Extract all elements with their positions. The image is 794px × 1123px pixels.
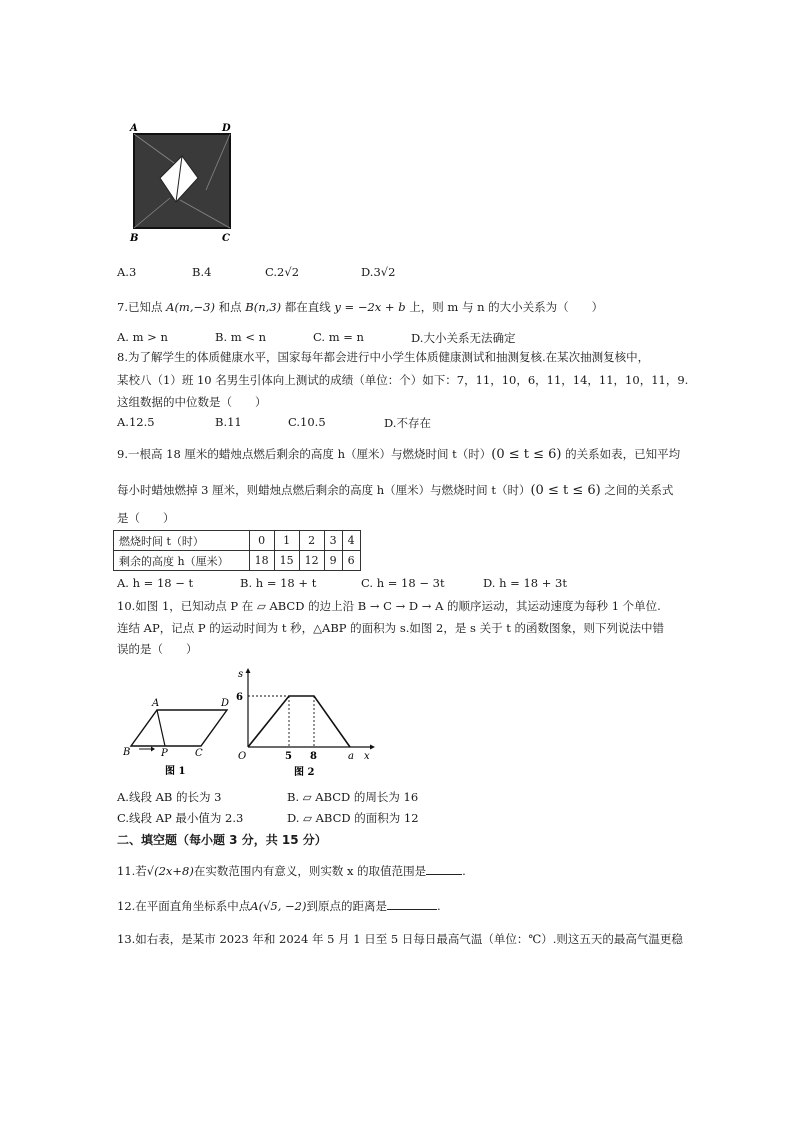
table-cell: 1	[274, 531, 299, 551]
fig2-label-s: s	[238, 669, 244, 680]
fig2-label-x: x	[364, 751, 370, 762]
q9-option-b[interactable]: B. h = 18 + t	[240, 576, 317, 590]
square-label-c: C	[222, 233, 230, 244]
q7-mid2: 都在直线	[281, 300, 335, 314]
fig1-label-d: D	[221, 698, 230, 709]
table-cell: 12	[299, 551, 324, 571]
q9-range-1: (0 ≤ t ≤ 6)	[491, 447, 562, 462]
q7-option-c[interactable]: C. m = n	[313, 330, 364, 344]
q12-stem	[117, 897, 441, 915]
q8-option-b[interactable]: B.11	[215, 415, 242, 429]
table-cell: 6	[342, 551, 360, 571]
table-cell: 15	[274, 551, 299, 571]
fig1-label-b: B	[123, 747, 131, 758]
q10-option-c[interactable]: C.线段 AP 最小值为 2.3	[117, 811, 244, 825]
q6-option-b[interactable]: B.4	[192, 265, 212, 279]
q10-option-a[interactable]: A.线段 AB 的长为 3	[117, 790, 222, 804]
fig2-label-o: O	[238, 751, 247, 762]
fig2-label-a: a	[348, 751, 354, 762]
q12-point: A(√5, −2)	[250, 899, 307, 913]
fig1-caption: 图 1	[165, 766, 186, 777]
table-cell: 0	[249, 531, 274, 551]
table-row	[114, 551, 361, 571]
q8-option-d[interactable]: D.不存在	[384, 416, 431, 430]
section-title: 二、填空题（每小题 3 分，共 15 分）	[117, 833, 327, 847]
q10-option-b[interactable]: B. ▱ ABCD 的周长为 16	[287, 790, 419, 804]
square-figure	[120, 120, 240, 246]
q11-expr: √(2x+8)	[146, 864, 194, 878]
fig2-label-five: 5	[285, 751, 292, 762]
q9-line-3: 是（ ）	[117, 511, 175, 525]
fig1-label-c: C	[195, 748, 203, 759]
q10-line-3: 误的是（ ）	[117, 642, 198, 656]
table-header-time: 燃烧时间 t（时）	[114, 531, 250, 551]
q9-range-2: (0 ≤ t ≤ 6)	[530, 483, 601, 498]
q12-answer-blank[interactable]	[387, 897, 437, 910]
table-cell: 3	[324, 531, 342, 551]
q9-line-1	[117, 445, 680, 464]
fig2-label-six: 6	[236, 692, 243, 703]
table-row	[114, 531, 361, 551]
q7-point-a: A(m,−3)	[166, 300, 215, 314]
q12-suffix: 到原点的距离是	[306, 899, 387, 913]
q6-option-c[interactable]: C.2√2	[265, 265, 300, 279]
q12-prefix: 12.在平面直角坐标系中点	[117, 899, 251, 913]
q7-line: y = −2x + b	[334, 300, 406, 314]
table-cell: 18	[249, 551, 274, 571]
q9-line2-a: 每小时蜡烛燃掉 3 厘米，则蜡烛点燃后剩余的高度 h（厘米）与燃烧时间 t（时）	[117, 483, 531, 497]
fig2-caption: 图 2	[294, 767, 315, 778]
table-cell: 9	[324, 551, 342, 571]
q6-option-d[interactable]: D.3√2	[361, 265, 396, 279]
q9-option-d[interactable]: D. h = 18 + 3t	[483, 576, 567, 590]
q7-stem	[117, 298, 603, 316]
q8-line-2: 某校八（1）班 10 名男生引体向上测试的成绩（单位：个）如下：7，11，10，6，11，14，11，10，11，9.	[117, 373, 689, 387]
q10-line-1: 10.如图 1，已知动点 P 在 ▱ ABCD 的边上沿 B → C → D → A 的顺序运动，其运动速度为每秒 1 个单位.	[117, 599, 661, 613]
q11-suffix: 在实数范围内有意义，则实数 x 的取值范围是	[193, 864, 427, 878]
q7-option-d[interactable]: D.大小关系无法确定	[411, 331, 516, 345]
q7-point-b: B(n,3)	[245, 300, 282, 314]
square-label-d: D	[222, 123, 231, 134]
q9-line2-b: 之间的关系式	[600, 483, 674, 497]
q7-suffix: 上，则 m 与 n 的大小关系为（ ）	[405, 300, 604, 314]
q9-table	[113, 530, 361, 571]
q9-line1-a: 9.一根高 18 厘米的蜡烛点燃后剩余的高度 h（厘米）与燃烧时间 t（时）	[117, 447, 492, 461]
q8-line-1: 8.为了解学生的体质健康水平，国家每年都会进行中小学生体质健康测试和抽测复核.在某次抽测复核中，	[117, 350, 650, 364]
q10-figure-2	[232, 665, 377, 780]
square-label-a: A	[130, 123, 138, 134]
q7-option-b[interactable]: B. m < n	[215, 330, 267, 344]
q12-end: .	[436, 899, 441, 913]
q13-line-1: 13.如右表，是某市 2023 年和 2024 年 5 月 1 日至 5 日每日最高气温（单位：℃）.则这五天的最高气温更稳	[117, 932, 683, 946]
q8-option-c[interactable]: C.10.5	[288, 415, 326, 429]
table-cell: 4	[342, 531, 360, 551]
q9-line1-b: 的关系如表，已知平均	[561, 447, 681, 461]
q11-answer-blank[interactable]	[426, 862, 462, 875]
table-header-height: 剩余的高度 h（厘米）	[114, 551, 250, 571]
q10-option-d[interactable]: D. ▱ ABCD 的面积为 12	[287, 811, 419, 825]
q11-prefix: 11.若	[117, 864, 147, 878]
q11-stem	[117, 862, 466, 880]
q11-end: .	[462, 864, 466, 878]
q10-figure-1	[117, 690, 242, 780]
q9-option-a[interactable]: A. h = 18 − t	[117, 576, 194, 590]
q8-line-3: 这组数据的中位数是（ ）	[117, 395, 267, 409]
q7-mid1: 和点	[214, 300, 246, 314]
fig1-label-p: P	[161, 748, 168, 759]
table-cell: 2	[299, 531, 324, 551]
q6-option-a[interactable]: A.3	[117, 265, 137, 279]
square-label-b: B	[130, 233, 139, 244]
q10-line-2: 连结 AP，记点 P 的运动时间为 t 秒，△ABP 的面积为 s.如图 2，是 s 关于 t 的函数图象，则下列说法中错	[117, 621, 664, 635]
q7-prefix: 7.已知点	[117, 300, 167, 314]
q9-option-c[interactable]: C. h = 18 − 3t	[361, 576, 445, 590]
q7-option-a[interactable]: A. m > n	[117, 330, 168, 344]
fig1-label-a: A	[152, 698, 160, 709]
q9-line-2	[117, 481, 673, 500]
q8-option-a[interactable]: A.12.5	[117, 415, 155, 429]
fig2-label-eight: 8	[310, 751, 317, 762]
